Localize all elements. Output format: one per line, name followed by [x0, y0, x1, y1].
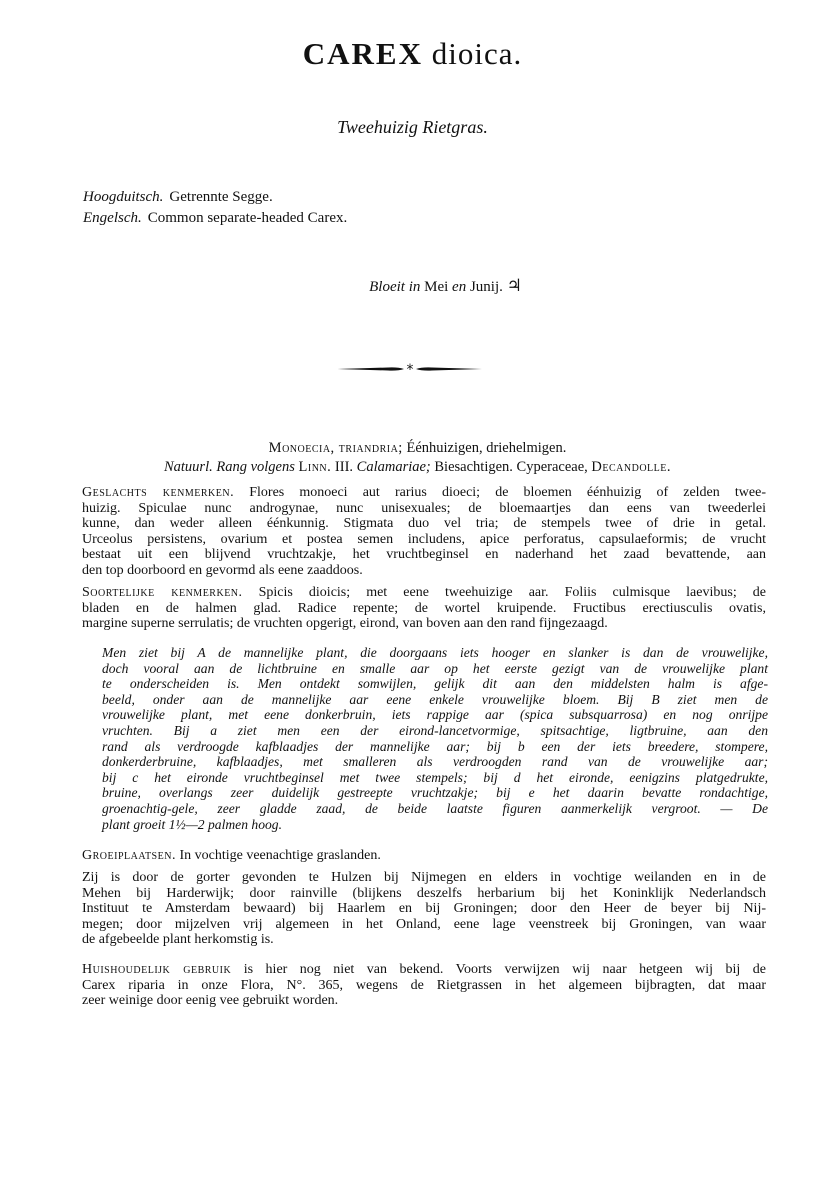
text-line: vruchten. Bij a ziet men een der eirond-lancetvormige, spitsachtige, ligtbruine, aan den: [102, 722, 768, 738]
text-line: de afgebeelde plant herkomstig is.: [82, 932, 274, 948]
linnaean-class-dutch: Éénhuizigen, driehelmigen.: [406, 440, 567, 456]
linnaean-class: Monoecia, triandria;: [268, 440, 403, 456]
flowering-period: [0, 276, 825, 296]
text-line: bij c het eironde vruchtbeginsel met twee stempels; bij d het eironde, eenigzins platgedrukte,: [102, 769, 768, 785]
text-line: Zij is door de gorter gevonden te Hulzen bij Nijmegen en elders in vochtige weilanden en in de: [82, 870, 766, 885]
household-use: [82, 962, 766, 1009]
vernacular-name: Common separate-headed Carex.: [147, 210, 348, 226]
vernacular-name-english: [83, 208, 347, 229]
genus-characters: [82, 485, 766, 579]
ornamental-divider-icon: [336, 361, 484, 377]
text-line: Instituut te Amsterdam bewaard) bij Haarlem en bij Groningen; door den Heer de beyer bij Nij-: [82, 901, 766, 917]
natural-classification: [0, 459, 825, 476]
vernacular-name: Getrennte Segge.: [169, 189, 273, 205]
bloom-month-may: Mei: [424, 279, 449, 295]
vernacular-name-german: [83, 187, 347, 208]
text-line: groenachtig-gele, zeer gladde zaad, de beide laatste figuren aanmerkelijk vergroot. — De: [102, 800, 768, 816]
section-label: Huishoudelijk gebruik: [82, 962, 232, 977]
text-fragment: is hier nog niet van bekend. Voorts verwijzen wij naar hetgeen wij bij de: [243, 962, 767, 977]
localities: [82, 870, 766, 948]
plate-description: [102, 645, 768, 832]
text-line: vrouwelijke plant, met eene donkerbruin, iets rappige aar (spica subsquarrosa) en nog onrijpe: [102, 707, 768, 723]
family-names: Biesachtigen. Cyperaceae,: [434, 459, 588, 475]
text-line: [82, 485, 766, 501]
species-characters: [82, 585, 766, 632]
text-line: [82, 962, 766, 978]
bloom-in: in: [408, 279, 421, 295]
section-label: Geslachts kenmerken.: [82, 485, 235, 500]
text-line: [82, 848, 766, 864]
text-line: megen; door mijzelven vrij algemeen in het Onland, eene lage veenstreek bij Groningen, van waar: [82, 916, 766, 932]
text-line: beeld, onder aan de mannelijke aar eene enkele vrouwelijke bloem. Bij B ziet men de: [102, 691, 768, 707]
natural-rank-label: Natuurl. Rang volgens: [163, 459, 295, 475]
vernacular-names: [83, 187, 347, 229]
text-line: Carex riparia in onze Flora, N°. 365, wegens de Rietgrassen in het algemeen bijbragten, dat maar: [82, 977, 766, 993]
rank-number: III.: [334, 459, 354, 475]
text-line: te onderscheiden is. Men ontdekt somwijlen, gelijk dit aan den middelsten halm is afge-: [102, 676, 768, 692]
text-line: Mehen bij Harderwijk; door rainville (blijkens deszelfs herbarium bij het Koninklijk Nederlandsch: [82, 885, 766, 901]
text-line: kunne, dan weder alleen éénkunnig. Stigmata duo vel tria; de stempels twee of drie in getal.: [82, 516, 766, 532]
perennial-symbol-icon: ♃: [506, 276, 522, 295]
text-line: zeer weinige door eenig vee gebruikt worden.: [82, 993, 339, 1009]
text-fragment: Spicis dioicis; met eene tweehuizige aar. Foliis culmisque laevibus; de: [258, 585, 767, 600]
natural-group: Calamariae;: [356, 459, 431, 475]
text-line: donkerderbruine, kafblaadjes, met smalleren als verdroogden rand van de vrouwelijke aar;: [102, 754, 768, 770]
dutch-common-name: Tweehuizig Rietgras.: [337, 117, 488, 137]
text-line: [82, 585, 766, 601]
section-label: Soortelijke kenmerken.: [82, 585, 243, 600]
language-label: Hoogduitsch.: [83, 189, 164, 205]
text-line: bladen en de halmen glad. Radice repente; de wortel kruipende. Fructibus erectiusculis ovatis,: [82, 600, 766, 616]
title-genus: CAREX: [302, 36, 423, 71]
section-label: Groeiplaatsen.: [82, 848, 176, 863]
bloom-word: Bloeit: [369, 279, 405, 295]
language-label: Engelsch.: [83, 210, 142, 226]
habitat: [82, 848, 766, 864]
text-fragment: Flores monoeci aut rarius dioeci; de bloemen éénhuizig of zelden twee-: [249, 485, 766, 500]
text-line: Men ziet bij A de mannelijke plant, die doorgaans iets hooger en slanker is dan de vrouwelijke,: [102, 645, 768, 660]
decandolle-author: Decandolle.: [591, 459, 671, 475]
linnaean-classification: [0, 440, 825, 457]
text-line: bruine, overlangs zeer duidelijk gestreepte vruchtzakje; bij e het daarin bevatte rondachtige,: [102, 785, 768, 801]
text-fragment: In vochtige veenachtige graslanden.: [179, 848, 381, 863]
text-line: den top doorboord en gevormd als eene zaaddoos.: [82, 562, 363, 578]
bloom-en: en: [452, 279, 467, 295]
text-line: bestaat uit een blijvend vruchtzakje, het vruchtbeginsel en naderhand het zaad bevattende, aan: [82, 547, 766, 563]
text-line: rand als verdroogde kafblaadjes der mannelijke aar; bij b een der iets breedere, stompere,: [102, 738, 768, 754]
linnaeus-author: Linn.: [298, 459, 332, 475]
text-line: plant groeit 1½—2 palmen hoog.: [102, 816, 282, 832]
page-title: [0, 36, 825, 72]
svg-text:*: *: [406, 362, 414, 377]
bloom-month-june: Junij.: [469, 279, 503, 295]
text-line: margine superne serrulatis; de vruchten opgerigt, eirond, van boven aan den rand fijngezaagd.: [82, 616, 608, 632]
text-line: doch vooral aan de lichtbruine en smalle aar op het eerste gezigt van de vrouwelijke plant: [102, 660, 768, 676]
text-line: huizig. Spiculae nunc androgynae, nunc unisexuales; de bloemaartjes dan eens van tweederlei: [82, 500, 766, 516]
text-line: Urceolus persistens, ovarium et postea semen includens, apice perforatus, capsulaeformis; de vrucht: [82, 531, 766, 547]
title-species: dioica.: [431, 36, 523, 71]
